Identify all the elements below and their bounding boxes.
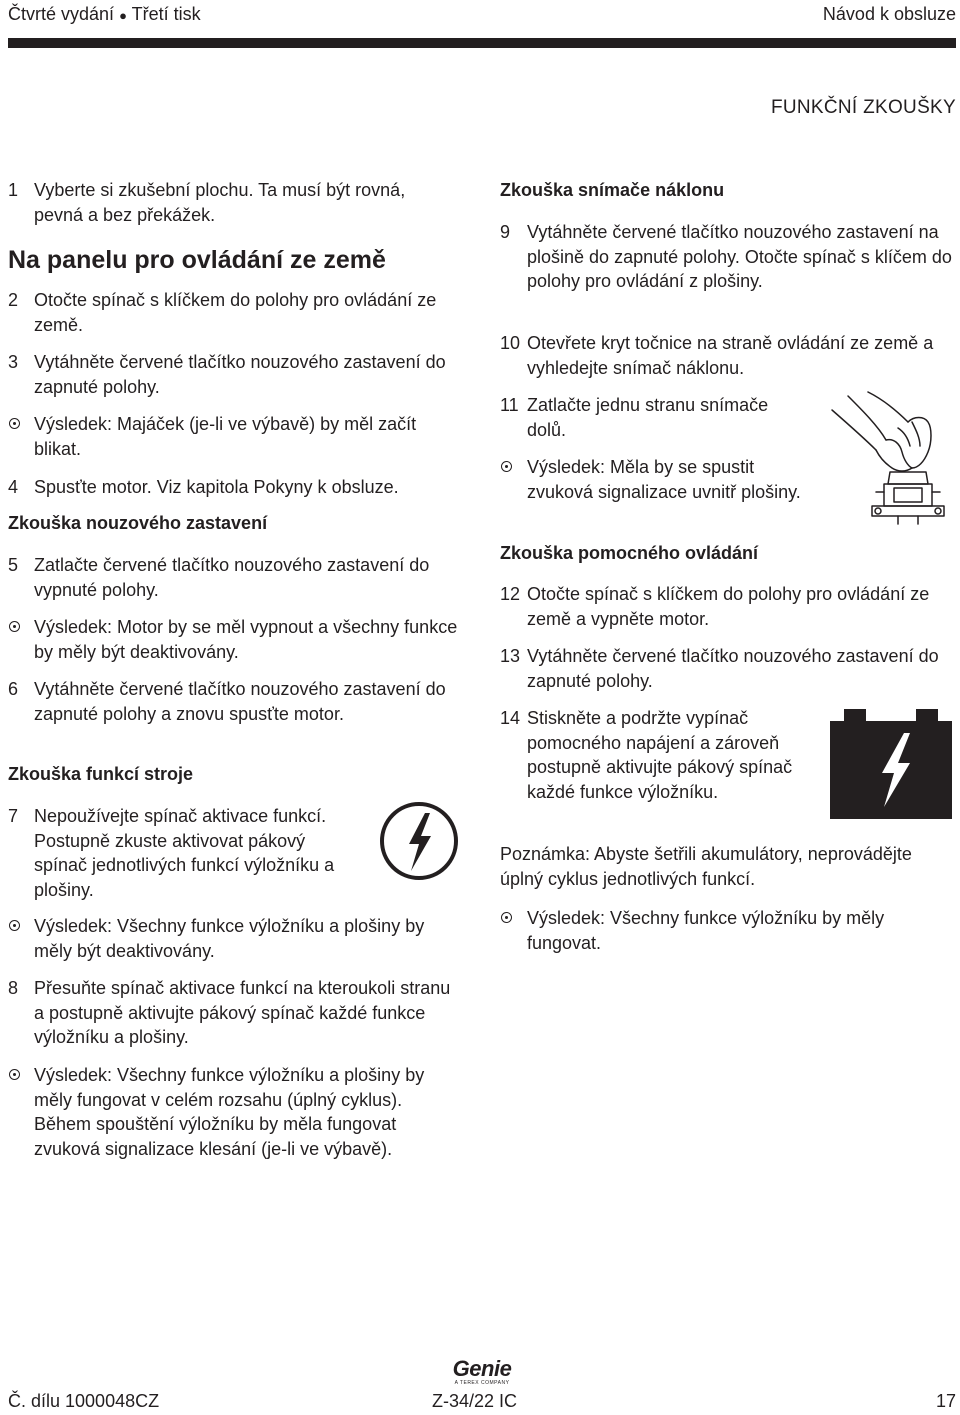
step-5 [8,553,458,602]
step-number: 9 [500,222,511,242]
step-number: 3 [8,352,19,372]
result-3 [8,412,458,461]
step-10 [500,331,956,380]
step-text: Vytáhněte červené tlačítko nouzového zastavení do zapnuté polohy. [34,352,446,397]
print-text: Třetí tisk [131,4,201,24]
step-1 [8,178,458,227]
note-battery: Poznámka: Abyste šetřili akumulátory, neprovádějte úplný cyklus jednotlivých funkcí. [500,844,912,889]
result-icon [9,1069,20,1080]
result-5 [8,615,458,664]
step-text: Vytáhněte červené tlačítko nouzového zastavení na plošině do zapnuté polohy. Otočte spínač s klíčem do polohy pro ovládání z plošiny. [527,222,952,291]
step-text: Otevřete kryt točnice na straně ovládání ze země a vyhledejte snímač náklonu. [527,333,934,378]
heading-tilt-sensor: Zkouška snímače náklonu [500,180,725,200]
header-title: Návod k obsluze [822,4,956,24]
result-text: Výsledek: Všechny funkce výložníku by měly fungovat. [527,908,885,953]
edition-text: Čtvrté vydání [8,4,115,24]
step-6 [8,677,458,726]
step-text: Spusťte motor. Viz kapitola Pokyny k obsluze. [34,477,399,497]
step-text: Nepoužívejte spínač aktivace funkcí. Postupně zkuste aktivovat pákový spínač jednotlivých funkcí výložníku a plošiny. [34,806,335,900]
step-text: Stiskněte a podržte vypínač pomocného napájení a zároveň postupně aktivujte pákový spínač každé funkce výložníku. [527,708,793,802]
result-text: Výsledek: Motor by se měl vypnout a všechny funkce by měly být deaktivovány. [34,617,458,662]
result-icon [9,418,20,429]
step-number: 8 [8,978,19,998]
step-text: Vytáhněte červené tlačítko nouzového zastavení do zapnuté polohy a znovu spusťte motor. [34,679,446,724]
step-text: Vyberte si zkušební plochu. Ta musí být rovná, pevná a bez překážek. [34,180,406,225]
footer-part-number: Č. dílu 1000048CZ [8,1391,160,1411]
step-text: Otočte spínač s klíčkem do polohy pro ovládání ze země a vypněte motor. [527,584,930,629]
result-text: Výsledek: Majáček (je-li ve výbavě) by měl začít blikat. [34,414,417,459]
hand-pressing-sensor-illustration [828,388,956,530]
result-7 [8,914,458,963]
step-number: 6 [8,679,19,699]
result-icon [501,461,512,472]
step-text: Zatlačte jednu stranu snímače dolů. [527,395,769,440]
step-number: 11 [500,395,519,415]
step-number: 7 [8,806,19,826]
bullet: ● [119,8,127,23]
heading-estop-test: Zkouška nouzového zastavení [8,513,268,533]
step-9 [500,220,956,294]
step-2 [8,288,458,337]
battery-lightning-icon [830,709,952,819]
step-number: 4 [8,477,19,497]
step-number: 14 [500,708,521,728]
step-number: 2 [8,290,19,310]
step-3 [8,350,458,399]
heading-machine-functions: Zkouška funkcí stroje [8,764,194,784]
lightning-circle-icon [378,800,460,882]
page-number: 17 [935,1391,956,1411]
result-text: Výsledek: Měla by se spustit zvuková signalizace uvnitř plošiny. [527,457,801,502]
step-text: Vytáhněte červené tlačítko nouzového zastavení do zapnuté polohy. [527,646,939,691]
step-13 [500,644,956,693]
heading-ground-panel: Na panelu pro ovládání ze země [8,246,386,274]
genie-logo [444,1358,520,1386]
result-11 [500,455,805,504]
footer-model: Z-34/22 IC [432,1391,518,1411]
result-8 [8,1063,458,1161]
result-text: Výsledek: Všechny funkce výložníku a plošiny by měly být deaktivovány. [34,916,425,961]
result-icon [9,920,20,931]
step-4 [8,475,468,500]
step-11 [500,393,805,442]
step-number: 12 [500,584,521,604]
header-rule [8,38,956,48]
step-number: 5 [8,555,19,575]
step-14 [500,706,800,804]
step-12 [500,582,956,631]
step-number: 13 [500,646,521,666]
result-text: Výsledek: Všechny funkce výložníku a plošiny by měly fungovat v celém rozsahu (úplný cyklus). Během spouštění výložníku by měla fungovat zvuková signalizace klesání (je-li ve výbavě). [34,1065,425,1159]
step-text: Otočte spínač s klíčkem do polohy pro ovládání ze země. [34,290,437,335]
step-number: 1 [8,180,19,200]
step-text: Zatlačte červené tlačítko nouzového zastavení do vypnuté polohy. [34,555,430,600]
step-7 [8,804,350,902]
step-8 [8,976,458,1050]
section-title: FUNKČNÍ ZKOUŠKY [770,97,956,118]
result-icon [9,621,20,632]
heading-aux-controls: Zkouška pomocného ovládání [500,543,759,563]
result-14 [500,906,956,955]
result-icon [501,912,512,923]
logo-wordmark: Genie [452,1356,512,1381]
header-edition [8,4,201,25]
logo-subtitle: A TEREX COMPANY [454,1380,510,1386]
step-text: Přesuňte spínač aktivace funkcí na kteroukoli stranu a postupně aktivujte pákový spínač každé funkce výložníku a plošiny. [34,978,451,1047]
step-number: 10 [500,333,521,353]
